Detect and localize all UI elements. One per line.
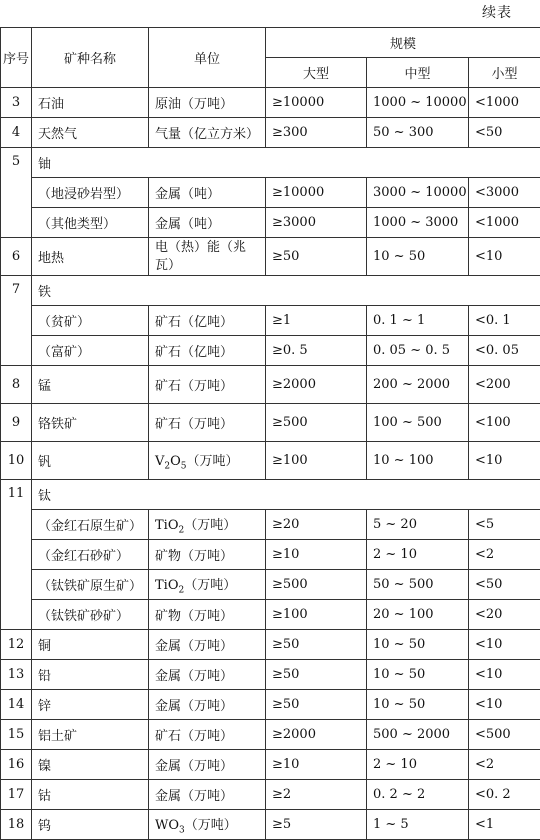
row-no: 16 bbox=[1, 750, 32, 780]
table-row bbox=[1, 720, 540, 750]
row-unit: 金属（万吨） bbox=[149, 780, 266, 810]
row-medium: 1000 ~ 3000 bbox=[367, 208, 469, 238]
table-row bbox=[1, 480, 540, 510]
row-large: ≥1 bbox=[266, 306, 367, 336]
row-unit: 金属（吨） bbox=[149, 178, 266, 208]
row-unit: 矿石（万吨） bbox=[149, 404, 266, 442]
row-medium: 2 ~ 10 bbox=[367, 540, 469, 570]
row-small: <10 bbox=[469, 660, 540, 690]
row-no: 15 bbox=[1, 720, 32, 750]
row-small: <50 bbox=[469, 570, 540, 600]
row-large: ≥2000 bbox=[266, 366, 367, 404]
header-no: 序号 bbox=[1, 28, 32, 88]
row-medium: 0. 05 ~ 0. 5 bbox=[367, 336, 469, 366]
row-medium: 1000 ~ 10000 bbox=[367, 88, 469, 118]
header-scale: 规模 bbox=[266, 28, 540, 58]
table-row bbox=[1, 306, 540, 336]
row-large: ≥500 bbox=[266, 570, 367, 600]
continued-label: 续表 bbox=[482, 2, 512, 22]
row-large: ≥10000 bbox=[266, 88, 367, 118]
row-no: 14 bbox=[1, 690, 32, 720]
mineral-scale-table bbox=[0, 27, 540, 840]
row-name: （金红石砂矿） bbox=[32, 540, 149, 570]
row-unit: 金属（吨） bbox=[149, 208, 266, 238]
table-row bbox=[1, 366, 540, 404]
table-row bbox=[1, 600, 540, 630]
row-small: <1 bbox=[469, 810, 540, 840]
row-unit: 矿物（万吨） bbox=[149, 600, 266, 630]
table-row bbox=[1, 540, 540, 570]
row-no: 7 bbox=[1, 276, 32, 366]
row-medium: 10 ~ 50 bbox=[367, 238, 469, 276]
row-unit: 金属（万吨） bbox=[149, 690, 266, 720]
row-medium: 50 ~ 300 bbox=[367, 118, 469, 148]
row-unit: 气量（亿立方米） bbox=[149, 118, 266, 148]
row-no: 4 bbox=[1, 118, 32, 148]
row-unit: 矿物（万吨） bbox=[149, 540, 266, 570]
table-row bbox=[1, 336, 540, 366]
row-name: 铜 bbox=[32, 630, 149, 660]
row-name: （富矿） bbox=[32, 336, 149, 366]
row-unit: $WO_3$（万吨） bbox=[149, 810, 266, 840]
row-name: 铝土矿 bbox=[32, 720, 149, 750]
row-no: 11 bbox=[1, 480, 32, 630]
row-name: （钛铁矿原生矿） bbox=[32, 570, 149, 600]
table-row bbox=[1, 660, 540, 690]
row-medium: 0. 1 ~ 1 bbox=[367, 306, 469, 336]
table-row bbox=[1, 148, 540, 178]
table-row bbox=[1, 780, 540, 810]
row-medium: 50 ~ 500 bbox=[367, 570, 469, 600]
row-name: （地浸砂岩型） bbox=[32, 178, 149, 208]
table-row bbox=[1, 570, 540, 600]
row-large: ≥3000 bbox=[266, 208, 367, 238]
header-small: 小型 bbox=[469, 58, 540, 88]
row-unit: 矿石（亿吨） bbox=[149, 306, 266, 336]
row-name: 铅 bbox=[32, 660, 149, 690]
row-small: <10 bbox=[469, 630, 540, 660]
table-row bbox=[1, 404, 540, 442]
header-medium: 中型 bbox=[367, 58, 469, 88]
row-name: （钛铁矿砂矿） bbox=[32, 600, 149, 630]
row-name: 天然气 bbox=[32, 118, 149, 148]
row-small: <2 bbox=[469, 540, 540, 570]
row-small: <1000 bbox=[469, 88, 540, 118]
table-row bbox=[1, 276, 540, 306]
row-no: 8 bbox=[1, 366, 32, 404]
row-medium: 200 ~ 2000 bbox=[367, 366, 469, 404]
row-medium: 10 ~ 100 bbox=[367, 442, 469, 480]
row-name: 钨 bbox=[32, 810, 149, 840]
row-no: 10 bbox=[1, 442, 32, 480]
row-group-name: 铀 bbox=[32, 148, 540, 178]
row-small: <500 bbox=[469, 720, 540, 750]
row-no: 12 bbox=[1, 630, 32, 660]
row-name: 钒 bbox=[32, 442, 149, 480]
row-small: <2 bbox=[469, 750, 540, 780]
table-row bbox=[1, 208, 540, 238]
row-no: 6 bbox=[1, 238, 32, 276]
row-medium: 100 ~ 500 bbox=[367, 404, 469, 442]
row-large: ≥5 bbox=[266, 810, 367, 840]
row-small: <10 bbox=[469, 238, 540, 276]
header-unit: 单位 bbox=[149, 28, 266, 88]
row-name: （金红石原生矿） bbox=[32, 510, 149, 540]
table-row bbox=[1, 810, 540, 840]
row-medium: 0. 2 ~ 2 bbox=[367, 780, 469, 810]
row-medium: 500 ~ 2000 bbox=[367, 720, 469, 750]
row-small: <200 bbox=[469, 366, 540, 404]
row-large: ≥300 bbox=[266, 118, 367, 148]
row-large: ≥50 bbox=[266, 660, 367, 690]
row-large: ≥50 bbox=[266, 630, 367, 660]
table-row bbox=[1, 750, 540, 780]
row-no: 17 bbox=[1, 780, 32, 810]
row-no: 18 bbox=[1, 810, 32, 840]
row-name: 锌 bbox=[32, 690, 149, 720]
row-small: <5 bbox=[469, 510, 540, 540]
row-unit: TiO$_2$（万吨） bbox=[149, 570, 266, 600]
row-large: ≥20 bbox=[266, 510, 367, 540]
row-name: 地热 bbox=[32, 238, 149, 276]
row-small: <3000 bbox=[469, 178, 540, 208]
row-small: <0. 2 bbox=[469, 780, 540, 810]
row-small: <10 bbox=[469, 690, 540, 720]
row-unit: 金属（万吨） bbox=[149, 630, 266, 660]
row-unit: 金属（万吨） bbox=[149, 750, 266, 780]
row-small: <0. 1 bbox=[469, 306, 540, 336]
row-no: 5 bbox=[1, 148, 32, 238]
table-row bbox=[1, 442, 540, 480]
header-name: 矿种名称 bbox=[32, 28, 149, 88]
table-row bbox=[1, 690, 540, 720]
row-medium: 3000 ~ 10000 bbox=[367, 178, 469, 208]
row-name: 镍 bbox=[32, 750, 149, 780]
row-small: <20 bbox=[469, 600, 540, 630]
row-large: ≥10000 bbox=[266, 178, 367, 208]
row-name: 锰 bbox=[32, 366, 149, 404]
row-medium: 2 ~ 10 bbox=[367, 750, 469, 780]
row-group-name: 铁 bbox=[32, 276, 540, 306]
row-small: <0. 05 bbox=[469, 336, 540, 366]
row-name: （贫矿） bbox=[32, 306, 149, 336]
row-large: ≥500 bbox=[266, 404, 367, 442]
row-small: <1000 bbox=[469, 208, 540, 238]
row-small: <100 bbox=[469, 404, 540, 442]
row-no: 13 bbox=[1, 660, 32, 690]
row-medium: 10 ~ 50 bbox=[367, 660, 469, 690]
table-row bbox=[1, 178, 540, 208]
row-group-name: 钛 bbox=[32, 480, 540, 510]
header-large: 大型 bbox=[266, 58, 367, 88]
row-unit: 原油（万吨） bbox=[149, 88, 266, 118]
row-large: ≥50 bbox=[266, 238, 367, 276]
table-row bbox=[1, 118, 540, 148]
row-unit: 矿石（万吨） bbox=[149, 366, 266, 404]
table-row bbox=[1, 88, 540, 118]
row-large: ≥10 bbox=[266, 540, 367, 570]
row-large: ≥2 bbox=[266, 780, 367, 810]
row-unit: 金属（万吨） bbox=[149, 660, 266, 690]
row-no: 9 bbox=[1, 404, 32, 442]
row-no: 3 bbox=[1, 88, 32, 118]
row-unit: 矿石（亿吨） bbox=[149, 336, 266, 366]
row-medium: 5 ~ 20 bbox=[367, 510, 469, 540]
row-small: <50 bbox=[469, 118, 540, 148]
row-large: ≥0. 5 bbox=[266, 336, 367, 366]
row-medium: 10 ~ 50 bbox=[367, 630, 469, 660]
row-large: ≥100 bbox=[266, 442, 367, 480]
row-unit: 矿石（万吨） bbox=[149, 720, 266, 750]
row-large: ≥50 bbox=[266, 690, 367, 720]
row-name: 钴 bbox=[32, 780, 149, 810]
row-name: （其他类型） bbox=[32, 208, 149, 238]
row-unit: $V_2O_5$（万吨） bbox=[149, 442, 266, 480]
row-large: ≥10 bbox=[266, 750, 367, 780]
row-medium: 10 ~ 50 bbox=[367, 690, 469, 720]
table-row bbox=[1, 510, 540, 540]
row-unit: 电（热）能（兆瓦） bbox=[149, 238, 266, 276]
table-row bbox=[1, 630, 540, 660]
row-large: ≥100 bbox=[266, 600, 367, 630]
row-large: ≥2000 bbox=[266, 720, 367, 750]
row-small: <10 bbox=[469, 442, 540, 480]
row-medium: 20 ~ 100 bbox=[367, 600, 469, 630]
row-medium: 1 ~ 5 bbox=[367, 810, 469, 840]
table-row bbox=[1, 238, 540, 276]
row-name: 石油 bbox=[32, 88, 149, 118]
row-name: 铬铁矿 bbox=[32, 404, 149, 442]
row-unit: TiO$_2$（万吨） bbox=[149, 510, 266, 540]
